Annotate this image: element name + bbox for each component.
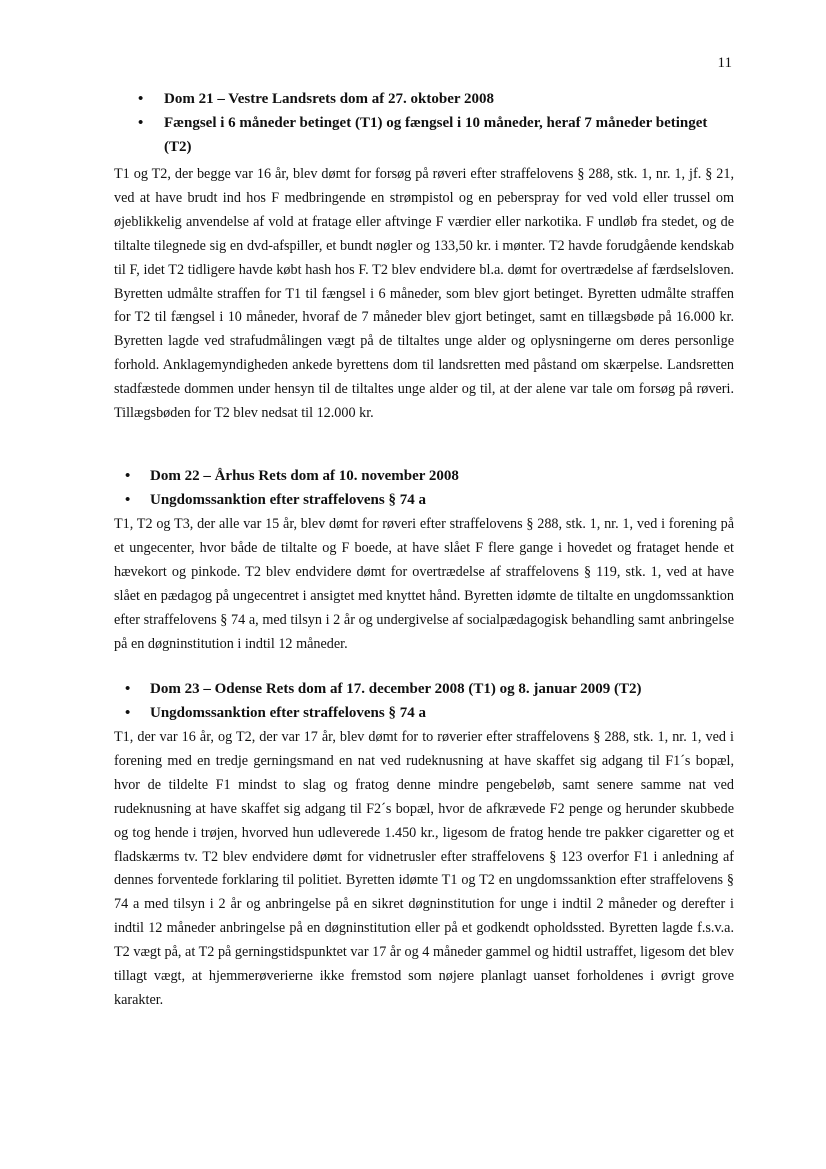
case-title-text: Dom 21 – Vestre Landsrets dom af 27. oktober 2008	[164, 91, 495, 107]
case-sanction-text: Ungdomssanktion efter straffelovens § 74 a	[150, 492, 426, 508]
case-sanction-text: Fængsel i 6 måneder betinget (T1) og fængsel i 10 måneder, heraf 7 måneder betinget (T2)	[164, 115, 708, 155]
case-section-dom-23	[114, 677, 734, 1013]
case-title	[114, 87, 734, 111]
bullet-icon: •	[125, 681, 131, 697]
case-title-text: Dom 23 – Odense Rets dom af 17. december 2008 (T1) og 8. januar 2009 (T2)	[150, 681, 642, 697]
case-sanction	[114, 111, 734, 159]
case-headings	[114, 87, 734, 159]
case-section-dom-22	[114, 464, 734, 656]
bullet-icon: •	[125, 468, 131, 484]
case-sanction	[114, 701, 734, 725]
case-headings	[114, 677, 734, 725]
case-title	[114, 677, 734, 701]
case-title-text: Dom 22 – Århus Rets dom af 10. november 2008	[150, 468, 459, 484]
case-description: T1, der var 16 år, og T2, der var 17 år, blev dømt for to røverier efter straffelovens § 288, stk. 1, nr. 1, ved i forening med en tredje gerningsmand en nat ved rudeknusning at have skaffet sig adgang til F1´s bopæl, hvor de tildelte F1 mindst to slag og fratog denne mindre pengebeløb, samt senere samme nat ved rudeknusning at have skaffet sig adgang til F2´s bopæl, hvor de afkrævede F2 penge og herunder skubbede og tog hende i trøjen, hvorved hun udleverede 1.450 kr., ligesom de fratog hende tre pakker cigaretter og et fladskærms tv. T2 blev endvidere dømt for vidnetrusler efter straffelovens § 123 overfor F1 i anledning af dennes forventede forklaring til politiet. Byretten idømte T1 og T2 en ungdomssanktion efter straffelovens § 74 a med tilsyn i 2 år og anbringelse på en sikret døgninstitution for unge i indtil 2 måneder og derefter i indtil 12 måneder anbringelse på en døgninstitution eller på et godkendt opholdssted. Byretten lagde f.s.v.a. T2 vægt på, at T2 på gerningstidspunktet var 17 år og 4 måneder gammel og hidtil ustraffet, ligesom det blev tillagt vægt, at hjemmerøverierne ikke fremstod som nøjere planlagt uanset forholdenes i øvrigt grove karakter.	[114, 729, 734, 1008]
case-sanction-text: Ungdomssanktion efter straffelovens § 74 a	[150, 705, 426, 721]
bullet-icon: •	[138, 91, 144, 107]
case-sanction	[114, 488, 734, 512]
bullet-icon: •	[125, 492, 131, 508]
bullet-icon: •	[138, 115, 144, 131]
case-headings	[114, 464, 734, 512]
bullet-icon: •	[125, 705, 131, 721]
case-section-dom-21	[114, 87, 734, 426]
case-title	[114, 464, 734, 488]
page-number: 11	[717, 55, 732, 71]
case-description: T1, T2 og T3, der alle var 15 år, blev dømt for røveri efter straffelovens § 288, stk. 1, nr. 1, ved i forening på et ungecenter, hvor både de tiltalte og F boede, at have slået F flere gange i hovedet og frataget hende et hævekort og pinkode. T2 blev endvidere dømt for overtrædelse af straffelovens § 119, stk. 1, ved at have slået en pædagog på ungecentret i ansigtet med knyttet hånd. Byretten idømte de tiltalte en ungdomssanktion efter straffelovens § 74 a, med tilsyn i 2 år og undergivelse af socialpædagogisk behandling samt anbringelse på en døgninstitution i indtil 12 måneder.	[114, 516, 734, 652]
case-description: T1 og T2, der begge var 16 år, blev dømt for forsøg på røveri efter straffelovens § 288, stk. 1, nr. 1, jf. § 21, ved at have brudt ind hos F medbringende en strømpistol og en peberspray for ved vold eller trussel om øjeblikkelig anvendelse af vold at fratage eller aftvinge F værdier eller narkotika. F undløb fra stedet, og de tiltalte tilegnede sig en dvd-afspiller, et bundt nøgler og 133,50 kr. i mønter. T2 havde forudgående kendskab til F, idet T2 tidligere havde købt hash hos F. T2 blev endvidere bl.a. dømt for overtrædelse af færdselsloven. Byretten udmålte straffen for T1 til fængsel i 6 måneder, som blev gjort betinget. Byretten udmålte straffen for T2 til fængsel i 10 måneder, hvoraf de 7 måneder blev gjort betinget, samt en tillægsbøde på 16.000 kr. Byretten lagde ved strafudmålingen vægt på de tiltaltes unge alder og oplysningerne om deres personlige forhold. Anklagemyndigheden ankede byrettens dom til landsretten med påstand om skærpelse. Landsretten stadfæstede dommen under hensyn til de tiltaltes unge alder og til, at der alene var tale om forsøg på røveri. Tillægsbøden for T2 blev nedsat til 12.000 kr.	[114, 166, 734, 422]
